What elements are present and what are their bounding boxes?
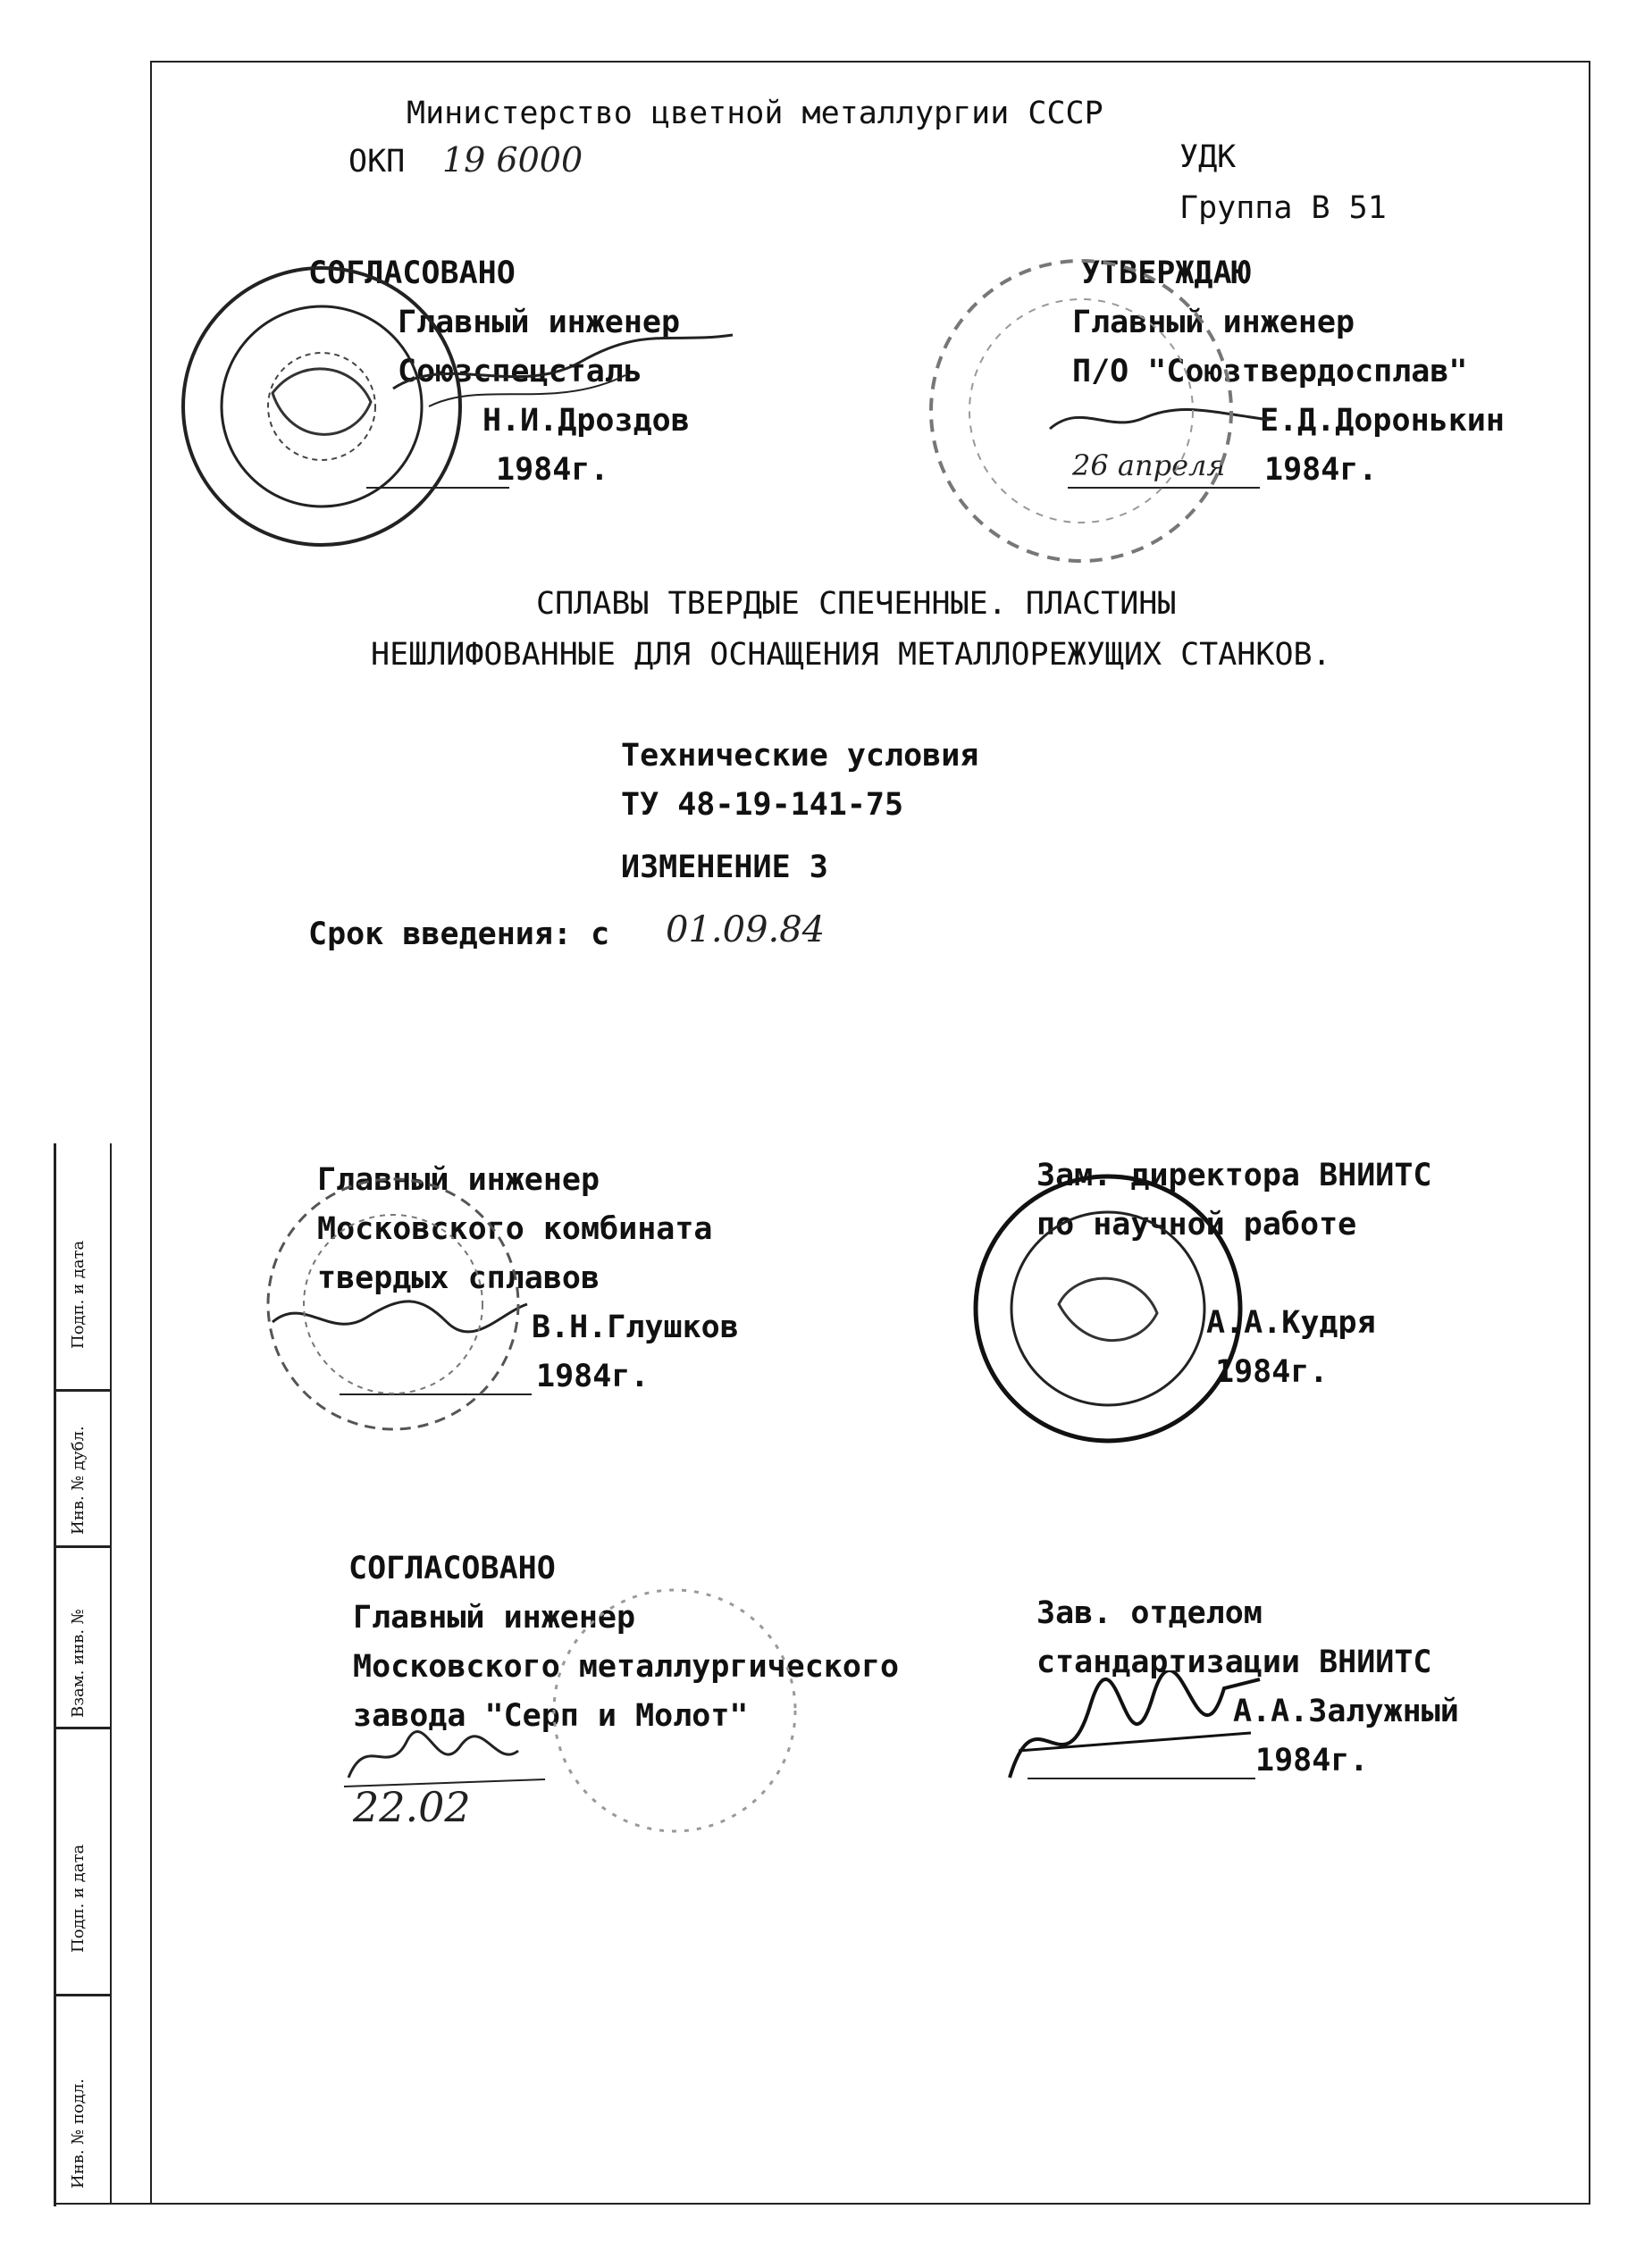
- sidebar-label: Инв. № дубл.: [69, 1426, 88, 1535]
- round-seal-left: [174, 259, 469, 554]
- frame-bottom-border: [54, 2203, 1590, 2205]
- doc-title-line1: СПЛАВЫ ТВЕРДЫЕ СПЕЧЕННЫЕ. ПЛАСТИНЫ: [536, 586, 1177, 622]
- mid-left-name: В.Н.Глушков: [532, 1310, 739, 1345]
- approval-left-title: СОГЛАСОВАНО: [308, 255, 516, 291]
- signature-serp-molot: [340, 1724, 563, 1791]
- approval-left-name: Н.И.Дроздов: [482, 403, 690, 439]
- approval-right-date: 1984г.: [1264, 452, 1378, 488]
- mid-right-task: по научной работе: [1036, 1207, 1357, 1243]
- bot-left-title: СОГЛАСОВАНО: [348, 1551, 556, 1586]
- doc-type: Технические условия: [621, 738, 979, 774]
- frame-top-border: [150, 61, 1590, 63]
- sidebar-label: Инв. № подл.: [69, 2078, 88, 2188]
- bot-right-name: А.А.Залужный: [1233, 1694, 1459, 1729]
- sidebar-label: Подп. и дата: [69, 1240, 88, 1349]
- bot-left-org2: завода "Серп и Молот": [353, 1698, 749, 1734]
- sidebar-cell: [56, 1996, 112, 2204]
- approval-right-position: Главный инженер: [1072, 305, 1355, 340]
- mid-right-date: 1984г.: [1215, 1354, 1329, 1390]
- round-seal-mid-right: [969, 1170, 1246, 1447]
- approval-sidebar: [54, 1143, 146, 2206]
- mid-left-org1: Московского комбината: [317, 1211, 713, 1247]
- okp-value: 19 6000: [442, 140, 583, 180]
- bot-left-position: Главный инженер: [353, 1600, 636, 1636]
- approval-left-org: Союзспецсталь: [398, 354, 642, 389]
- sidebar-label: Подп. и дата: [69, 1844, 88, 1953]
- mid-right-name: А.А.Кудря: [1206, 1305, 1376, 1341]
- bot-right-position: Зав. отделом: [1036, 1595, 1263, 1631]
- start-date-label: Срок введения: с: [308, 916, 610, 952]
- sidebar-cell: [56, 1392, 112, 1548]
- mid-left-org2: твердых сплавов: [317, 1260, 600, 1296]
- round-seal-bot-left: [545, 1581, 804, 1840]
- approval-right-title: УТВЕРЖДАЮ: [1081, 255, 1251, 291]
- frame-right-border: [1589, 61, 1590, 2205]
- group-code: Группа В 51: [1179, 190, 1387, 226]
- okp-label: ОКП: [348, 144, 406, 180]
- change-number: ИЗМЕНЕНИЕ 3: [621, 849, 828, 885]
- start-date-value: 01.09.84: [666, 909, 826, 950]
- bot-left-org1: Московского металлургического: [353, 1649, 900, 1685]
- mid-left-position: Главный инженер: [317, 1162, 600, 1198]
- sidebar-cell: [56, 1548, 112, 1729]
- frame-left-border: [150, 61, 152, 2205]
- round-seal-mid-left: [259, 1170, 527, 1438]
- approval-right-org: П/О "Союзтвердосплав": [1072, 354, 1468, 389]
- approval-right-date-hand: 26 апреля: [1072, 448, 1226, 482]
- bot-left-date-hand: 22.02: [353, 1783, 471, 1831]
- sidebar-cell: [56, 1729, 112, 1996]
- doc-code: ТУ 48-19-141-75: [621, 787, 904, 823]
- bot-right-org: стандартизации ВНИИТС: [1036, 1645, 1432, 1680]
- udk-label: УДК: [1179, 139, 1237, 175]
- ministry-heading: Министерство цветной металлургии СССР: [407, 96, 1103, 131]
- doc-title-line2: НЕШЛИФОВАННЫЕ ДЛЯ ОСНАЩЕНИЯ МЕТАЛЛОРЕЖУЩИХ СТАНКОВ.: [371, 637, 1331, 673]
- mid-left-date: 1984г.: [536, 1359, 650, 1394]
- sidebar-label: Взам. инв. №: [69, 1609, 88, 1718]
- mid-right-position: Зам. директора ВНИИТС: [1036, 1158, 1432, 1193]
- round-seal-right: [920, 250, 1242, 572]
- signature-zaluzhny: [1001, 1670, 1269, 1804]
- approval-left-date: 1984г.: [496, 452, 609, 488]
- bot-right-date: 1984г.: [1255, 1743, 1369, 1778]
- approval-left-position: Главный инженер: [398, 305, 681, 340]
- sidebar-cell: [56, 1143, 112, 1392]
- approval-right-name: Е.Д.Доронькин: [1260, 403, 1505, 439]
